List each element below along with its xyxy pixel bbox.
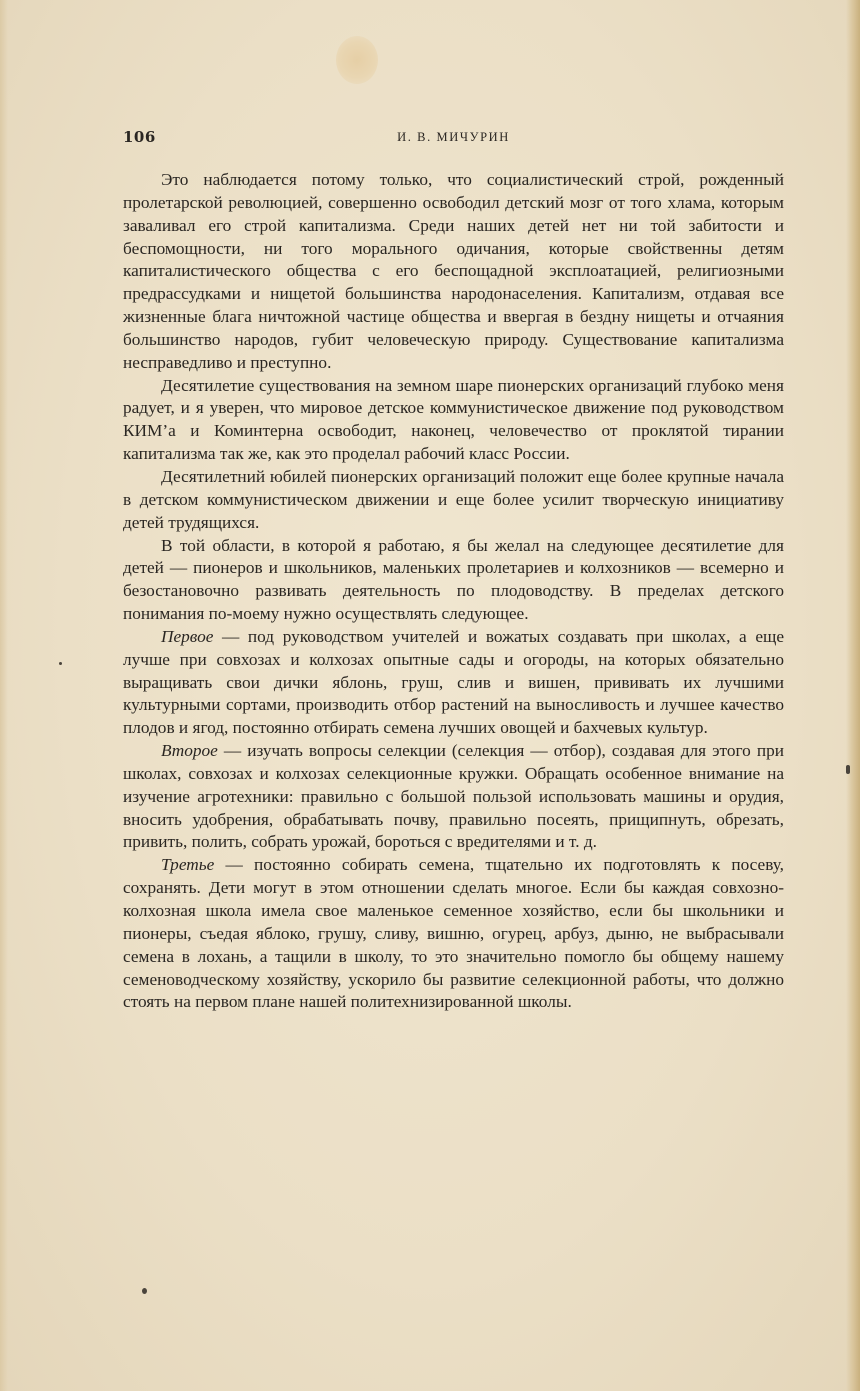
paragraph-lead: Третье <box>161 855 215 875</box>
paragraph <box>123 535 784 626</box>
paragraph-text: Десятилетие существования на земном шаре пионерских организаций глубоко меня радует, и я уверен, что мировое детское коммунистическое движение под руководством КИМ’а и Коминтерна освободит, наконец, человечество от проклятой тирании капитализма так же, как это проделал рабочий класс России. <box>123 375 784 464</box>
paragraph <box>123 740 784 854</box>
paragraph <box>123 375 784 466</box>
page-right-edge <box>846 0 860 1391</box>
paragraph-lead: Первое <box>161 626 214 646</box>
page-header <box>123 128 784 152</box>
paragraph-text: Это наблюдается потому только, что социалистический строй, рожденный пролетарской революцией, совершенно освободил детский мозг от того хлама, которым заваливал его строй капитализма. Среди наших детей нет ни той забитости и беспомощности, ни того морального одичания, которые свойственны детям капиталистического общества с его беспощадной эксплоатацией, религиозными предрассудками и нищетой большинства народонаселения. Капитализм, отдавая все жизненные блага ничтожной частице общества и ввергая в бездну нищеты и отчаяния большинство народов, губит человеческую природу. Существование капитализма несправедливо и преступно. <box>123 170 784 372</box>
paragraph-text: Десятилетний юбилей пионерских организаций положит еще более крупные начала в детском коммунистическом движении и еще более усилит творческую инициативу детей трудящихся. <box>123 466 784 532</box>
paragraph <box>123 626 784 740</box>
body-text <box>123 169 784 1014</box>
ink-speck <box>59 662 62 665</box>
paragraph <box>123 854 784 1014</box>
paragraph-lead: Второе <box>161 741 218 761</box>
paragraph-text: В той области, в которой я работаю, я бы желал на следующее десятилетие для детей — пионеров и школьников, маленьких пролетариев и колхозников — всемерно и безостановочно развивать деятельность по плодоводству. В пределах детского понимания по-моему нужно осуществлять следующее. <box>123 535 784 624</box>
page-left-edge <box>0 0 8 1391</box>
paper-stain <box>336 36 378 84</box>
paragraph <box>123 466 784 535</box>
paragraph-text: — под руководством учителей и вожатых создавать при школах, а еще лучше при совхозах и колхозах опытные сады и огороды, на которых обязательно выращивать свои дички яблонь, груш, слив и вишен, прививать их лучшими культурными сортами, производить отбор растений на выносливость и лучшее качество плодов и ягод, постоянно отбирать семена лучших овощей и бахчевых культур. <box>123 626 784 738</box>
ink-speck <box>846 765 850 774</box>
paragraph-text: — постоянно собирать семена, тщательно их подготовлять к посеву, сохранять. Дети могут в этом отношении сделать многое. Если бы каждая совхозно-колхозная школа имела свое маленькое семенное хозяйство, если бы школьники и пионеры, съедая яблоко, грушу, сливу, вишню, огурец, арбуз, дыню, не выбрасывали семена в лохань, а тащили в школу, то это значительно помогло бы общему нашему семеноводческому хозяйству, ускорило бы развитие селекционной работы, что должно стоять на первом плане нашей политехнизированной школы. <box>123 855 784 1012</box>
paragraph <box>123 169 784 375</box>
paragraph-text: — изучать вопросы селекции (селекция — отбор), создавая для этого при школах, совхозах и колхозах селекционные кружки. Обращать особенное внимание на изучение агротехники: правильно с большой пользой использовать машины и орудия, вносить удобрения, обрабатывать почву, правильно посеять, прищипнуть, обрезать, привить, полить, собрать урожай, бороться с вредителями и т. д. <box>123 741 784 852</box>
page-number: 106 <box>123 128 156 146</box>
running-head: И. В. МИЧУРИН <box>397 130 510 144</box>
ink-speck <box>142 1288 147 1294</box>
